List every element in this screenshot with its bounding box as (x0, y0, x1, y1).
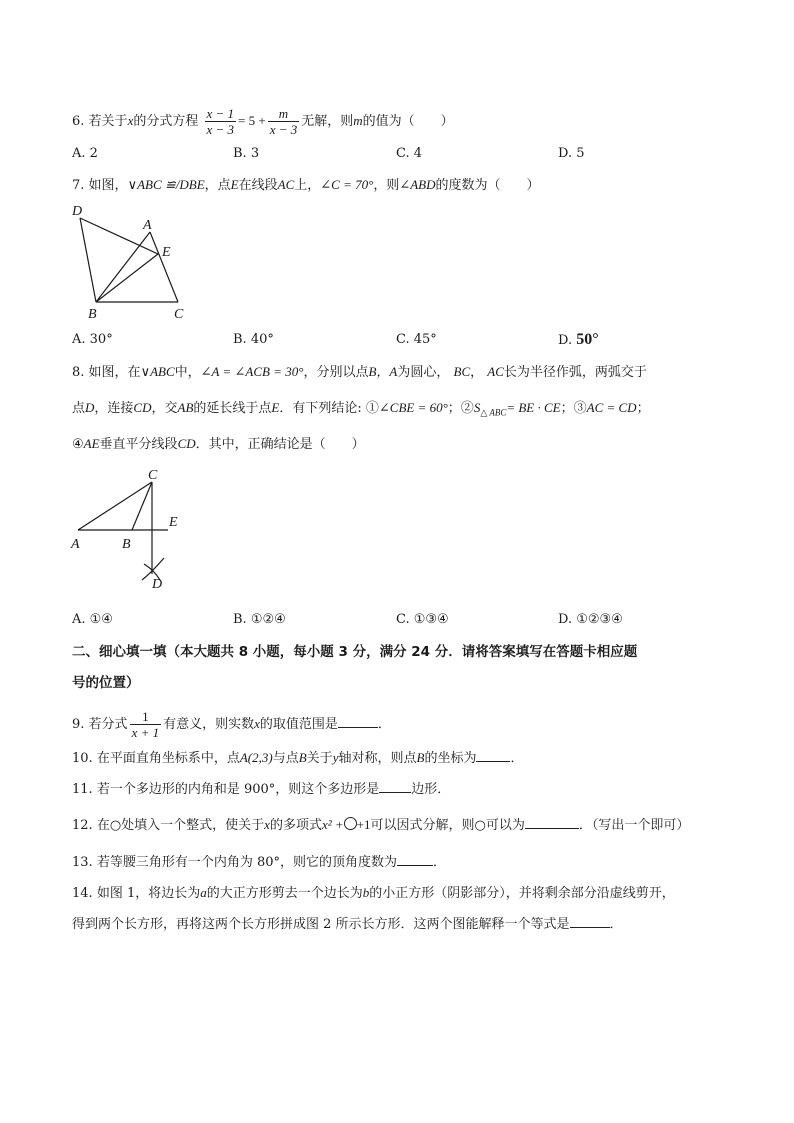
q10-axis-y: y (332, 750, 339, 765)
q11-number: 11. (72, 782, 93, 797)
q8-cd: CD (133, 400, 152, 415)
q8-l3-a: ④ (72, 437, 84, 452)
q8-label-d: D (152, 577, 163, 592)
question-8-line-3 (72, 434, 365, 455)
q6-frac2-den: x − 3 (269, 122, 298, 137)
q8-ac: AC (487, 364, 504, 379)
q10-point-b2: B (416, 750, 425, 765)
q14-answer-blank[interactable] (570, 914, 610, 928)
q6-option-b: B. 3 (233, 146, 260, 161)
section-2-heading-cont: 号的位置） (72, 675, 140, 691)
q7-congruence: ∨ABC ≌/DBE (127, 177, 205, 192)
q7-angle-abd: ∠ABD (399, 177, 436, 192)
question-11 (72, 779, 450, 800)
q8-ab: AB (177, 400, 194, 415)
q12-var-x: x (264, 817, 270, 832)
q12-poly-x2: x² + (321, 817, 344, 832)
q6-equals: = 5 + (238, 113, 266, 128)
q10-end: ． (510, 751, 524, 766)
q7-text-c: 在线段 (238, 178, 278, 193)
q8-text-d: 为圆心， (397, 365, 450, 380)
q14-text-b: 的大正方形剪去一个边长为 (206, 886, 363, 901)
q8-l2-f: ；② (447, 401, 474, 416)
q8-l2-d: 的延长线于点 (193, 401, 272, 416)
q14-text-a: 如图 1，将边长为 (96, 886, 201, 901)
q8-cd2: CD (177, 436, 196, 451)
q8-option-a: A. ①④ (72, 612, 113, 627)
q8-l2-e: ．有下列结论: ① (279, 401, 379, 416)
question-14-line-2 (72, 914, 623, 935)
question-9 (72, 709, 391, 740)
q7-text-a: 如图， (88, 178, 128, 193)
q6-fraction-2 (268, 106, 300, 137)
circle-placeholder-icon (344, 817, 357, 830)
q7-option-d-label: D. (558, 333, 573, 348)
q12-end: ．（写出一个即可） (578, 818, 690, 833)
q8-conclusion-2-s: S (473, 400, 481, 415)
q8-l2-c: ，交 (151, 401, 178, 416)
q8-option-c: C. ①③④ (396, 612, 449, 627)
q8-l2-g: ；③ (560, 401, 587, 416)
q13-number: 13. (72, 855, 93, 870)
q7-option-d (558, 330, 599, 351)
q7-option-a: A. 30° (72, 332, 113, 347)
q7-figure (66, 198, 196, 324)
q11-answer-blank[interactable] (379, 779, 411, 793)
q13-text-pre: 若等腰三角形有一个内角为 80°，则它的顶角度数为 (96, 855, 398, 870)
q8-label-e: E (169, 515, 178, 530)
question-8-line-2 (72, 398, 650, 423)
q13-answer-blank[interactable] (397, 852, 433, 866)
q6-frac1-den: x − 3 (206, 122, 235, 137)
q8-triangle: ∨ABC (140, 364, 175, 379)
q6-frac2-num: m (268, 106, 300, 122)
q8-angles: ∠A = ∠ACB = 30° (200, 364, 304, 379)
q8-option-b: B. ①②④ (233, 612, 286, 627)
q8-l3-c: ．其中，正确结论是（ ） (195, 437, 365, 452)
q8-l2-b: ，连接 (94, 401, 134, 416)
q6-var-x: x (127, 113, 134, 128)
q7-option-b: B. 40° (233, 332, 274, 347)
q6-text: 若关于 (88, 114, 128, 129)
q9-var-x: x (254, 716, 260, 731)
q7-label-b: B (88, 307, 97, 322)
q7-label-c: C (174, 307, 184, 322)
q8-conclusion-3: AC = CD (586, 400, 637, 415)
q7-text-e: ，则 (373, 178, 400, 193)
q12-answer-blank[interactable] (525, 815, 579, 829)
q8-l3-b: 垂直平分线段 (99, 437, 178, 452)
q7-text-d: 上， (294, 178, 321, 193)
q6-number: 6. (72, 114, 85, 129)
question-6 (72, 106, 454, 137)
q8-line-ac (78, 482, 152, 530)
q6-option-a: A. 2 (72, 146, 98, 161)
q8-l2-h: ； (636, 401, 650, 416)
q6-option-c: C. 4 (396, 146, 423, 161)
q8-label-a: A (71, 537, 80, 552)
q8-ae: AE (83, 436, 100, 451)
q8-points: B，A (368, 364, 398, 379)
q8-conclusion-2-sub: △ ABC (480, 407, 507, 418)
q14-end: ． (609, 917, 623, 932)
q8-conclusion-2-rest: = BE · CE (506, 400, 561, 415)
q8-option-d: D. ①②③④ (558, 612, 623, 627)
q9-frac-den: x + 1 (131, 725, 160, 740)
q8-text-a: 如图，在 (88, 365, 141, 380)
q12-text-post: 可以因式分解，则○可以为 (370, 818, 525, 833)
q12-text-mid: 的多项式 (269, 818, 322, 833)
q14-var-a: a (200, 885, 207, 900)
q9-fraction (130, 709, 162, 740)
q7-label-d: D (72, 204, 83, 219)
q8-label-c: C (148, 468, 158, 483)
q14-var-b: b (362, 885, 370, 900)
q6-text-post: 无解，则 (301, 114, 354, 129)
q7-label-e: E (162, 245, 171, 260)
q8-text-e: ， (470, 365, 484, 380)
question-13 (72, 852, 446, 873)
q8-text-b: 中， (174, 365, 201, 380)
q10-text-mid: 与点 (272, 751, 299, 766)
q8-number: 8. (72, 365, 85, 380)
q10-number: 10. (72, 751, 93, 766)
q10-text-post: 的坐标为 (424, 751, 477, 766)
q8-text-f: 长为半径作弧，两弧交于 (503, 365, 647, 380)
q6-text-tail: 的值为（ ） (362, 114, 454, 129)
q8-l2-a: 点 (72, 401, 86, 416)
q9-number: 9. (72, 717, 85, 732)
q8-conclusion-1: ∠CBE = 60° (378, 400, 448, 415)
q7-label-a: A (143, 218, 152, 233)
question-10 (72, 748, 523, 769)
q6-text-mid: 的分式方程 (133, 114, 199, 129)
q11-text-post: 边形． (411, 782, 451, 797)
q7-line-db (80, 218, 96, 302)
q8-text-c: ，分别以点 (303, 365, 369, 380)
q10-answer-blank[interactable] (476, 748, 510, 762)
q8-point-e: E (271, 400, 280, 415)
q6-option-d: D. 5 (558, 146, 585, 161)
q7-point-e: E (230, 177, 239, 192)
q6-fraction-1 (205, 106, 237, 137)
q7-segment: AC (277, 177, 295, 192)
q10-point-b: B (298, 750, 307, 765)
q10-text-mid3: 轴对称，则点 (338, 751, 417, 766)
section-2-heading: 二、细心填一填（本大题共 8 小题，每小题 3 分，满分 24 分．请将答案填写在答题卡相应题 (72, 644, 638, 660)
q10-text-pre: 在平面直角坐标系中，点 (96, 751, 240, 766)
q10-point-a: A(2,3) (239, 750, 273, 765)
q9-text-pre: 若分式 (88, 717, 128, 732)
q7-number: 7. (72, 178, 85, 193)
q8-point-d: D (85, 400, 95, 415)
q12-text-pre: 在○处填入一个整式，使关于 (96, 818, 265, 833)
q11-text-pre: 若一个多边形的内角和是 900°，则这个多边形是 (96, 782, 380, 797)
question-7 (72, 175, 540, 196)
q13-end: ． (433, 855, 447, 870)
q8-figure (66, 466, 192, 594)
question-14-line-1 (72, 883, 675, 904)
q9-end: ． (377, 717, 391, 732)
q14-number: 14. (72, 886, 93, 901)
q9-answer-blank[interactable] (338, 714, 378, 728)
q8-bc: BC (453, 364, 471, 379)
q7-option-d-value: 50° (576, 331, 599, 348)
q6-var-m: m (353, 113, 363, 128)
q7-text-b: ，点 (204, 178, 231, 193)
question-8-line-1 (72, 362, 647, 383)
q10-text-mid2: 关于 (306, 751, 333, 766)
q14-text-c: 的小正方形（阴影部分），并将剩余部分沿虚线剪开， (369, 886, 675, 901)
q9-text-mid: 有意义，则实数 (163, 717, 255, 732)
q7-line-ac (150, 232, 178, 302)
q9-text-post: 的取值范围是 (259, 717, 338, 732)
q8-label-b: B (122, 537, 131, 552)
q9-frac-num: 1 (130, 709, 162, 725)
q12-number: 12. (72, 818, 93, 833)
q7-option-c: C. 45° (396, 332, 437, 347)
q7-text-f: 的度数为（ ） (435, 178, 540, 193)
q14-text-line2: 得到两个长方形，再将这两个长方形拼成图 2 所示长方形．这两个图能解释一个等式是 (72, 917, 570, 932)
q6-frac1-num: x − 1 (206, 106, 235, 121)
question-12 (72, 815, 689, 836)
q12-poly-const: +1 (356, 817, 371, 832)
q7-angle-c: ∠C = 70° (320, 177, 374, 192)
